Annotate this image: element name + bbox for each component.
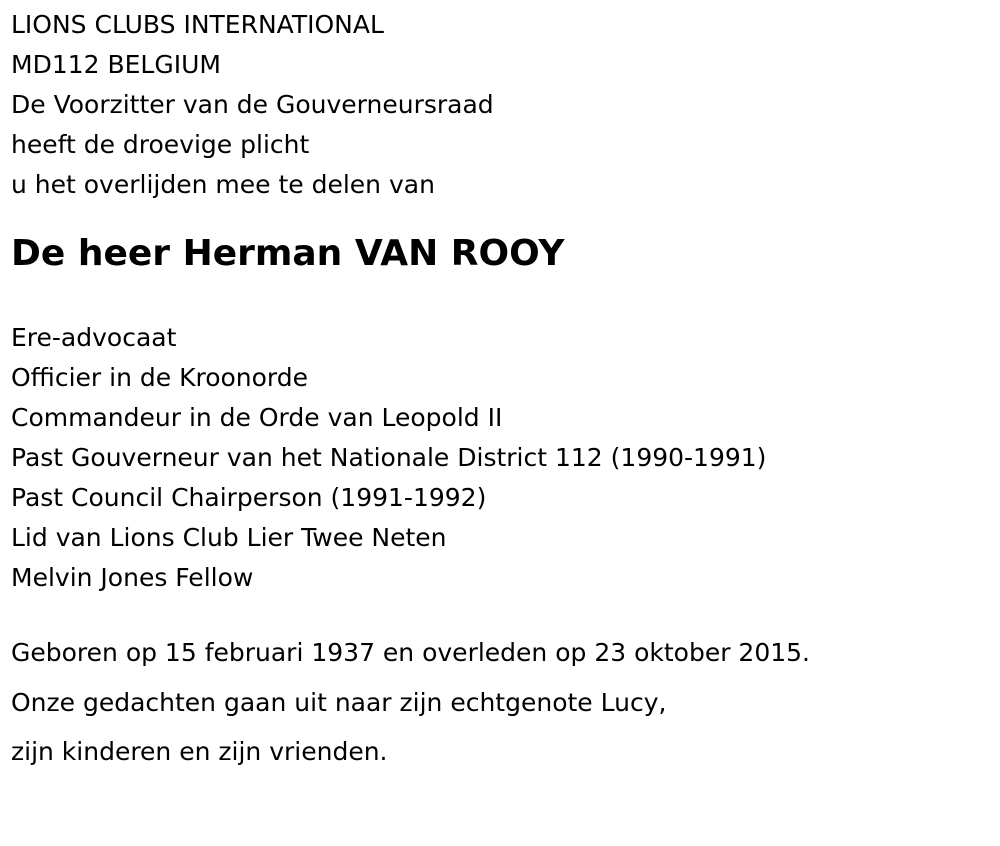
title-item: Commandeur in de Orde van Leopold II — [11, 403, 503, 432]
title-item: Past Council Chairperson (1991-1992) — [11, 483, 487, 512]
org-name: LIONS CLUBS INTERNATIONAL — [11, 10, 384, 39]
title-item: Officier in de Kroonorde — [11, 363, 309, 392]
title-item: Melvin Jones Fellow — [11, 563, 254, 592]
deceased-name: De heer Herman VAN ROOY — [11, 233, 565, 274]
titles-list — [11, 318, 986, 598]
title-item: Past Gouverneur van het Nationale District 112 (1990-1991) — [11, 443, 767, 472]
death-notice — [11, 0, 986, 787]
birth-death-dates: Geboren op 15 februari 1937 en overleden op 23 oktober 2015. — [11, 638, 810, 667]
closing-line: Onze gedachten gaan uit naar zijn echtgenote Lucy, — [11, 687, 667, 717]
intro-block — [11, 10, 986, 200]
title-item: Lid van Lions Club Lier Twee Neten — [11, 523, 447, 552]
intro-line: heeft de droevige plicht — [11, 130, 310, 159]
closing-line: zijn kinderen en zijn vrienden. — [11, 737, 388, 766]
closing-block — [11, 638, 986, 787]
intro-line: u het overlijden mee te delen van — [11, 170, 435, 199]
district-name: MD112 BELGIUM — [11, 50, 221, 79]
title-item: Ere-advocaat — [11, 323, 177, 352]
intro-line: De Voorzitter van de Gouverneursraad — [11, 90, 494, 119]
